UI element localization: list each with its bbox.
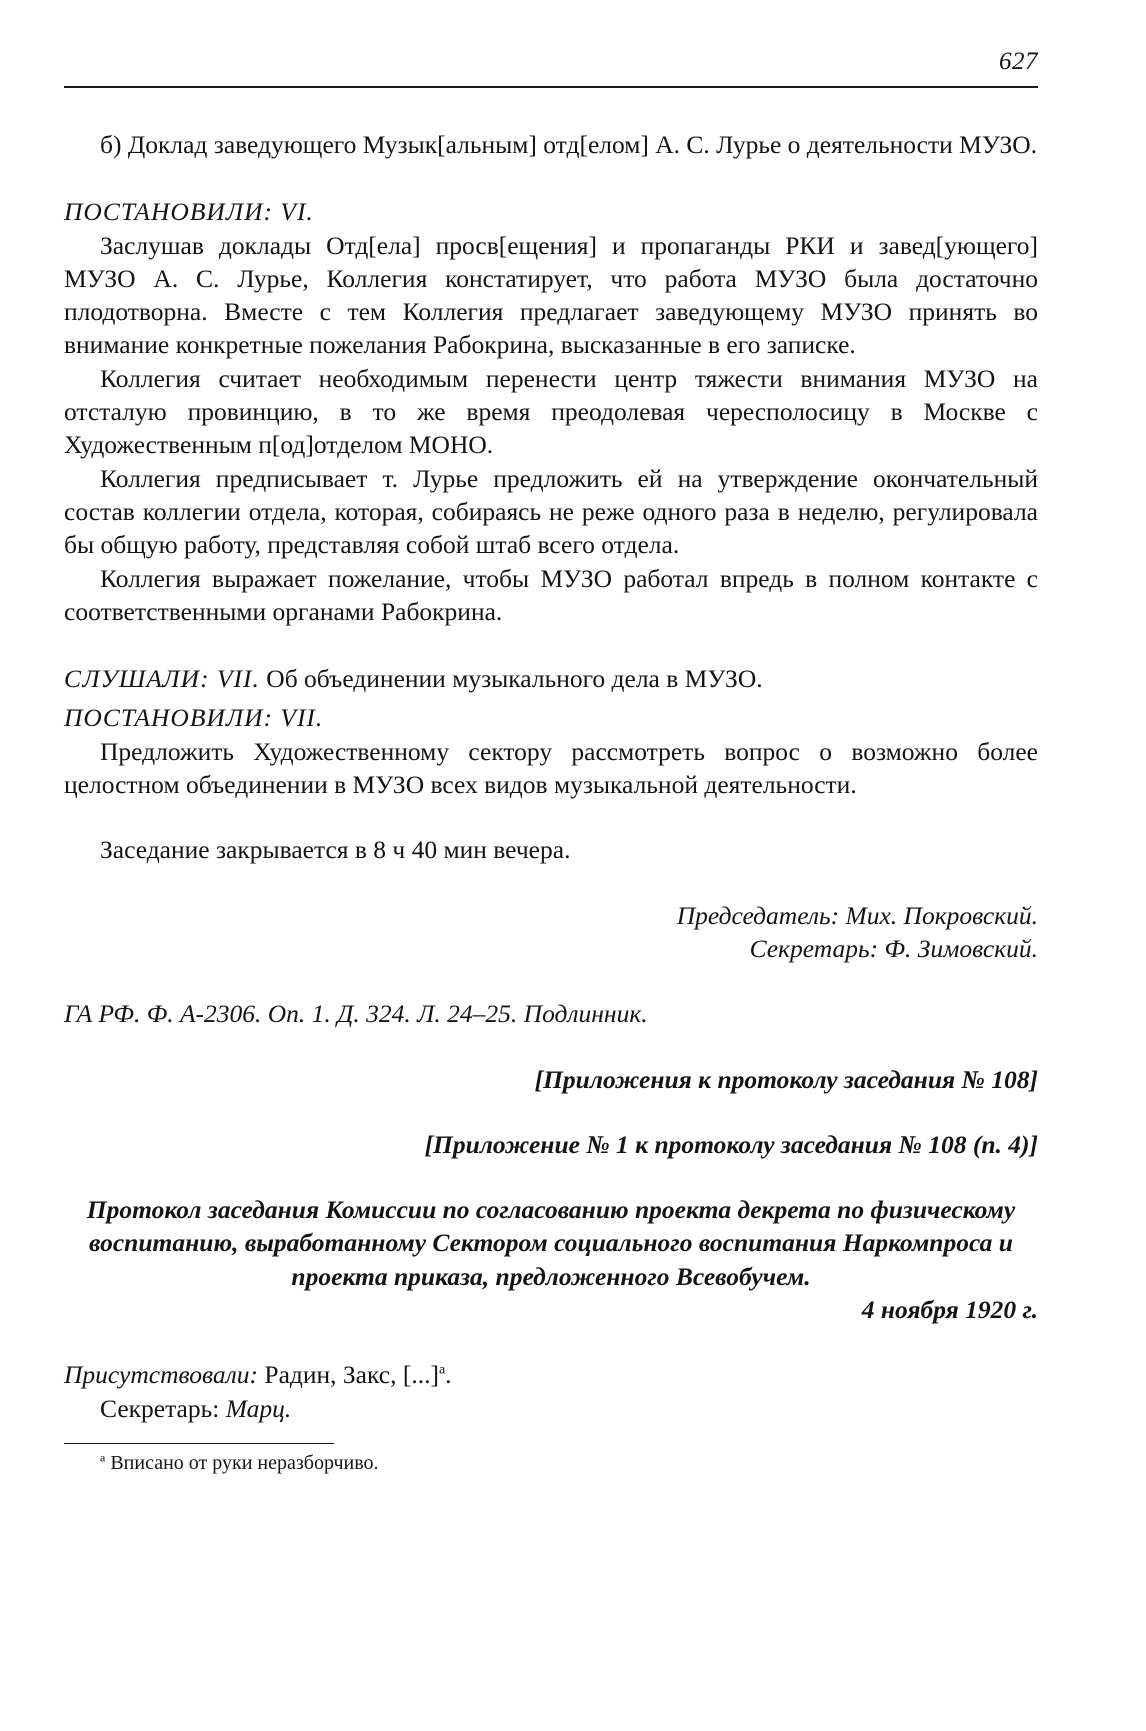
decided-6-paragraph-1: Заслушав доклады Отд[ела] просв[ещения] и пропаганды РКИ и завед[ующего] МУЗО А. С. Лурье, Коллегия констатирует, что работа МУЗО была достаточно плодотворна. Вместе с тем Коллегия предлагает заведующему МУЗО принять во внимание конкретные пожелания Рабокрина, высказанные в его записке. [64,230,1038,360]
footnote [64,1450,1038,1476]
decided-7-paragraph-1: Предложить Художественному сектору рассмотреть вопрос о возможно более целостном объединении в МУЗО всех видов музыкальной деятельности. [64,736,1038,800]
closing-line: Заседание закрывается в 8 ч 40 мин вечера. [100,835,571,865]
decided-6-paragraph-2: Коллегия считает необходимым перенести центр тяжести внимания МУЗО на отсталую провинцию, в то же время преодолевая чересполосицу в Москве с Художественным п[од]отделом МОНО. [64,363,1038,460]
secretary-2-name: Марц. [225,1393,292,1423]
secretary-signature: Секретарь: Ф. Зимовский. [749,933,1038,963]
protocol-title: Протокол заседания Комиссии по согласованию проекта декрета по физическому воспитанию, выработанному Сектором социального воспитания Наркомпроса и проекта приказа, предложенного Всевобучем. [86,1195,1016,1291]
secretary-2-label: Секретарь: [100,1393,220,1423]
footnote-text: Вписано от руки неразборчиво. [110,1451,379,1474]
appendices-title: [Приложения к протоколу заседания № 108] [534,1064,1038,1094]
heard-7-line [64,662,1038,695]
footnote-mark: а [100,1450,106,1465]
secretary-2-line [64,1392,1038,1425]
item-b-paragraph: б) Доклад заведующего Музык[альным] отд[елом] А. С. Лурье о деятельности МУЗО. [100,130,1038,159]
decided-6-paragraph-3: Коллегия предписывает т. Лурье предложить ей на утверждение окончательный состав коллегии отдела, которая, собираясь не реже одного раза в неделю, регулировала бы общую работу, представляя собой штаб всего отдела. [64,463,1038,560]
header-rule [64,86,1038,88]
body-text [64,128,1038,1476]
protocol-date: 4 ноября 1920 г. [861,1295,1038,1325]
present-names: Радин, Закс, [...] [264,1360,439,1390]
decided-6-paragraph-4: Коллегия выражает пожелание, чтобы МУЗО работал впредь в полном контакте с соответственными органами Рабокрина. [64,563,1038,626]
footnote-rule [64,1443,334,1444]
page-number: 627 [999,48,1038,75]
chairman-signature: Председатель: Мих. Покровский. [676,900,1038,930]
decided-6-label: ПОСТАНОВИЛИ: VI. [64,197,314,227]
heard-7-text: Об объединении музыкального дела в МУЗО. [266,664,763,694]
present-line: Присутствовали: Радин, Закс, [...]$^а$. [64,1360,452,1390]
footnote-ref: а [438,1362,446,1378]
appendix-1-title: [Приложение № 1 к протоколу заседания № 108 (п. 4)] [424,1129,1038,1159]
heard-7-label: СЛУШАЛИ: VII. [64,664,260,694]
decided-7-label: ПОСТАНОВИЛИ: VII. [64,703,324,733]
archive-source: ГА РФ. Ф. А-2306. Оп. 1. Д. 324. Л. 24–25. Подлинник. [64,999,648,1029]
present-label: Присутствовали: [64,1360,259,1390]
